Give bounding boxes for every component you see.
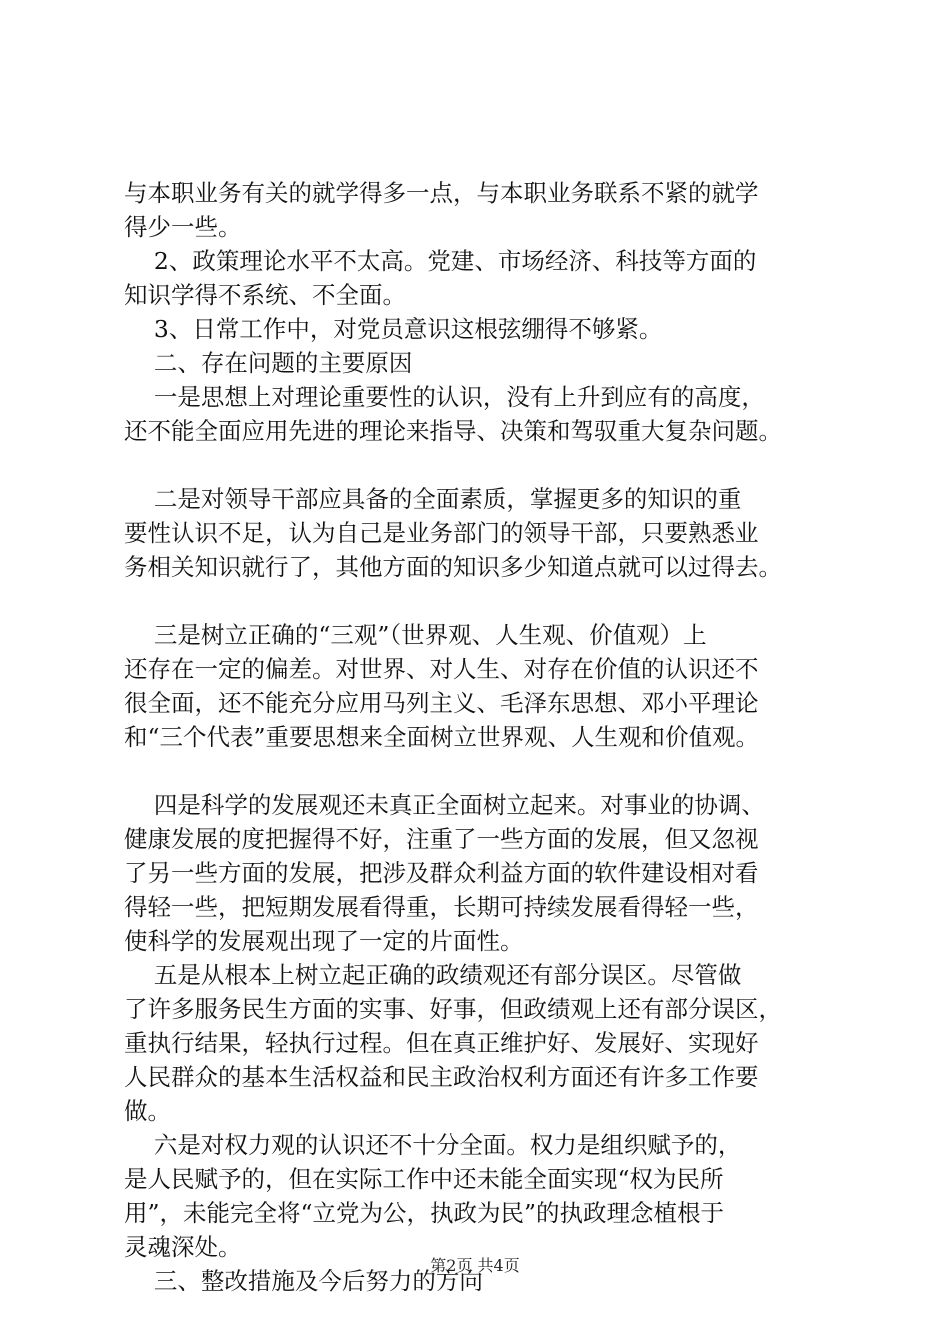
- text-line: 使科学的发展观出现了一定的片面性。: [124, 927, 524, 955]
- text-line: 了许多服务民生方面的实事、好事，但政绩观上还有部分误区，: [124, 995, 782, 1023]
- text-line: 四是科学的发展观还未真正全面树立起来。对事业的协调、: [124, 791, 765, 819]
- text-line: 健康发展的度把握得不好，注重了一些方面的发展，但又忽视: [124, 825, 759, 853]
- text-line: 还存在一定的偏差。对世界、对人生、对存在价值的认识还不: [124, 655, 759, 683]
- text-line: 要性认识不足，认为自己是业务部门的领导干部，只要熟悉业: [124, 519, 759, 547]
- text-line: 很全面，还不能充分应用马列主义、毛泽东思想、邓小平理论: [124, 689, 759, 717]
- text-line: 了另一些方面的发展，把涉及群众利益方面的软件建设相对看: [124, 859, 759, 887]
- text-line: 三、整改措施及今后努力的方向: [124, 1267, 483, 1295]
- blank-line: [124, 448, 834, 482]
- text-line: 和“三个代表”重要思想来全面树立世界观、人生观和价值观。: [124, 723, 760, 751]
- text-line: 六是对权力观的认识还不十分全面。权力是组织赋予的，: [124, 1131, 742, 1159]
- text-line: 一是思想上对理论重要性的认识，没有上升到应有的高度，: [124, 383, 765, 411]
- text-line: 人民群众的基本生活权益和民主政治权利方面还有许多工作要: [124, 1063, 759, 1091]
- blank-line: [124, 584, 834, 618]
- text-line: 五是从根本上树立起正确的政绩观还有部分误区。尽管做: [124, 961, 742, 989]
- text-line: 三是树立正确的“三观”（世界观、人生观、价值观）上: [124, 621, 707, 649]
- text-line: 务相关知识就行了，其他方面的知识多少知道点就可以过得去。: [124, 553, 782, 581]
- document-body: [124, 176, 834, 1298]
- text-line: 2、政策理论水平不太高。党建、市场经济、科技等方面的: [124, 247, 757, 275]
- text-line: 得少一些。: [124, 213, 242, 241]
- text-line: 二、存在问题的主要原因: [124, 349, 413, 377]
- text-line: 是人民赋予的，但在实际工作中还未能全面实现“权为民所: [124, 1165, 724, 1193]
- text-line: 3、日常工作中，对党员意识这根弦绷得不够紧。: [124, 315, 663, 343]
- blank-line: [124, 754, 834, 788]
- text-line: 知识学得不系统、不全面。: [124, 281, 406, 309]
- page-footer: 第2页 共4页: [430, 1256, 520, 1275]
- text-line: 重执行结果，轻执行过程。但在真正维护好、发展好、实现好: [124, 1029, 759, 1057]
- text-line: 得轻一些，把短期发展看得重，长期可持续发展看得轻一些，: [124, 893, 759, 921]
- text-line: 做。: [124, 1097, 171, 1125]
- text-line: 与本职业务有关的就学得多一点，与本职业务联系不紧的就学: [124, 179, 759, 207]
- text-line: 用”，未能完全将“立党为公，执政为民”的执政理念植根于: [124, 1199, 725, 1227]
- text-line: 还不能全面应用先进的理论来指导、决策和驾驭重大复杂问题。: [124, 417, 782, 445]
- text-line: 灵魂深处。: [124, 1233, 242, 1261]
- text-line: 二是对领导干部应具备的全面素质，掌握更多的知识的重: [124, 485, 742, 513]
